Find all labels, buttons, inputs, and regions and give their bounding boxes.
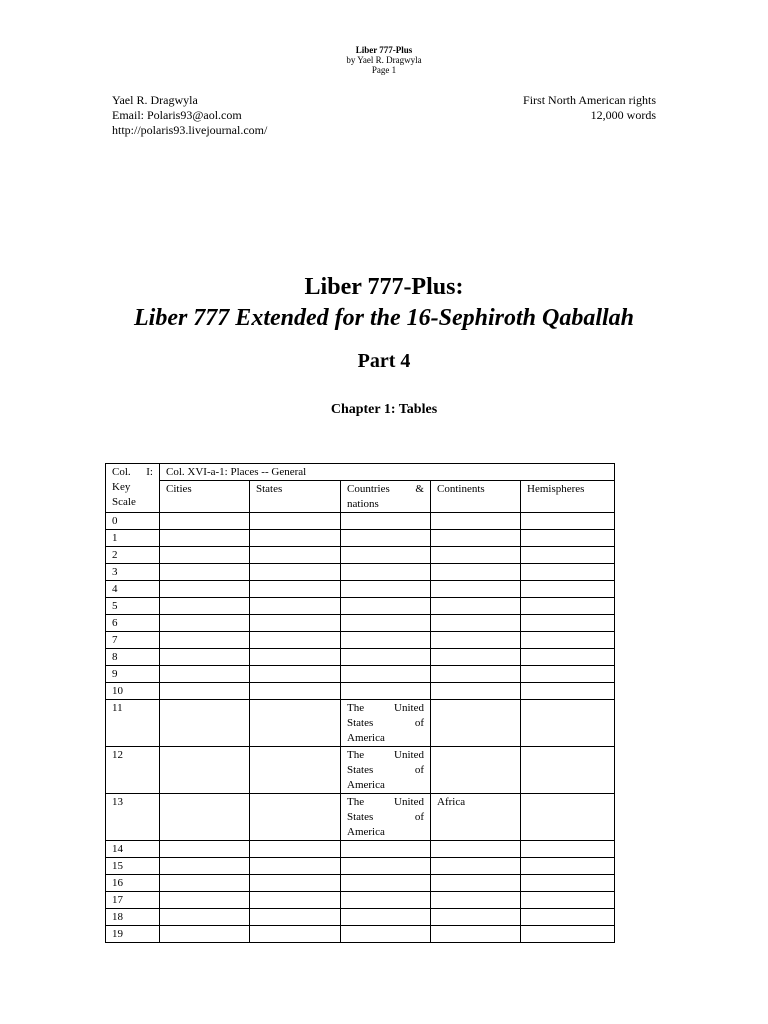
table-cell: [160, 858, 250, 875]
row-key-cell: 6: [106, 615, 160, 632]
chapter-heading: Chapter 1: Tables: [330, 402, 438, 417]
rights-text: First North American rights: [523, 93, 656, 107]
document-subtitle: Liber 777 Extended for the 16-Sephiroth Qaballah: [133, 305, 635, 331]
table-cell: [431, 581, 521, 598]
table-cell: [250, 926, 341, 943]
table-row: [106, 530, 615, 547]
table-cell: [521, 875, 615, 892]
key-header-line: Col. I:: [112, 466, 153, 478]
table-cell: [341, 632, 431, 649]
document-title: Liber 777-Plus:: [304, 274, 464, 300]
table-cell: [250, 683, 341, 700]
table-cell: [341, 875, 431, 892]
table-cell: [521, 513, 615, 530]
table-cell: [521, 649, 615, 666]
table-cell: [160, 513, 250, 530]
table-header-row: [106, 464, 615, 481]
column-header-states: States: [250, 481, 341, 513]
table-cell: [250, 649, 341, 666]
row-key-cell: 7: [106, 632, 160, 649]
table-cell: [431, 649, 521, 666]
table-cell: [250, 615, 341, 632]
table-cell: [521, 530, 615, 547]
table-cell: [521, 683, 615, 700]
running-header-author: by Yael R. Dragwyla: [346, 55, 422, 65]
table-cell: [431, 666, 521, 683]
table-row: [106, 564, 615, 581]
table-row: [106, 858, 615, 875]
table-cell: [160, 632, 250, 649]
row-key-cell: 1: [106, 530, 160, 547]
row-key-cell: 19: [106, 926, 160, 943]
table-cell: [250, 632, 341, 649]
table-cell: [250, 530, 341, 547]
table-cell: The United States of America: [341, 700, 431, 747]
column-header-hemispheres: Hemispheres: [521, 481, 615, 513]
author-email: Email: Polaris93@aol.com: [112, 108, 242, 122]
table-cell: [250, 564, 341, 581]
author-block: [112, 93, 267, 138]
table-cell: [341, 649, 431, 666]
table-cell: [250, 700, 341, 747]
table-cell: [250, 547, 341, 564]
table-cell: Africa: [431, 794, 521, 841]
part-heading: Part 4: [357, 350, 411, 372]
table-row: [106, 615, 615, 632]
table-cell: [521, 564, 615, 581]
table-row: [106, 513, 615, 530]
table-cell: [160, 926, 250, 943]
table-cell: [431, 530, 521, 547]
countries-header-text: Countries & nations: [347, 483, 424, 510]
table-cell: [341, 909, 431, 926]
table-row: [106, 649, 615, 666]
table-cell: [250, 598, 341, 615]
table-cell: [521, 666, 615, 683]
row-key-cell: 10: [106, 683, 160, 700]
table-cell: [250, 841, 341, 858]
running-header-title: Liber 777-Plus: [355, 45, 413, 55]
table-row: [106, 666, 615, 683]
column-header-continents: Continents: [431, 481, 521, 513]
table-row: [106, 700, 615, 747]
table-cell: [160, 547, 250, 564]
row-key-cell: 4: [106, 581, 160, 598]
table-cell: [160, 530, 250, 547]
table-cell: [431, 892, 521, 909]
table-cell: [160, 649, 250, 666]
row-key-cell: 11: [106, 700, 160, 747]
table-cell: [341, 547, 431, 564]
column-header-cities: Cities: [160, 481, 250, 513]
table-cell: [431, 598, 521, 615]
key-scale-header: [106, 464, 160, 513]
table-cell: [521, 700, 615, 747]
table-cell: [431, 683, 521, 700]
table-cell: [521, 794, 615, 841]
table-cell: [521, 841, 615, 858]
table-cell: [160, 615, 250, 632]
table-cell: [431, 547, 521, 564]
table-row: [106, 632, 615, 649]
table-cell: [521, 747, 615, 794]
group-header: Col. XVI-a-1: Places -- General: [160, 464, 615, 481]
table-cell: [521, 581, 615, 598]
table-cell: [431, 858, 521, 875]
row-key-cell: 13: [106, 794, 160, 841]
table-cell: [250, 875, 341, 892]
table-row: [106, 581, 615, 598]
table-cell: [431, 909, 521, 926]
table-cell: [160, 841, 250, 858]
table-cell: [521, 926, 615, 943]
running-header-page: Page 1: [371, 65, 397, 75]
table-cell: [250, 794, 341, 841]
rights-block: [523, 93, 656, 123]
table-cell: [250, 909, 341, 926]
table-cell: [341, 530, 431, 547]
row-key-cell: 18: [106, 909, 160, 926]
table-cell: [341, 841, 431, 858]
author-name: Yael R. Dragwyla: [112, 93, 198, 107]
places-table: [105, 463, 615, 943]
table-cell: [250, 858, 341, 875]
row-key-cell: 15: [106, 858, 160, 875]
title-block: [0, 271, 768, 333]
table-cell: [250, 666, 341, 683]
table-cell: [431, 615, 521, 632]
row-key-cell: 2: [106, 547, 160, 564]
table-cell: The United States of America: [341, 794, 431, 841]
table-cell: [160, 875, 250, 892]
table-row: [106, 794, 615, 841]
table-cell: [341, 858, 431, 875]
table-cell: [521, 858, 615, 875]
table-cell: [160, 564, 250, 581]
table-cell: [250, 747, 341, 794]
key-header-line: Scale: [112, 496, 136, 508]
table-cell: [160, 892, 250, 909]
table-cell: [250, 581, 341, 598]
row-key-cell: 14: [106, 841, 160, 858]
table-cell: [521, 615, 615, 632]
table-cell: [250, 513, 341, 530]
column-header-row: [106, 481, 615, 513]
table-cell: [160, 598, 250, 615]
table-cell: [160, 666, 250, 683]
table-cell: [521, 598, 615, 615]
table-cell: [160, 581, 250, 598]
table-cell: [250, 892, 341, 909]
table-cell: [160, 683, 250, 700]
table-row: [106, 683, 615, 700]
table-cell: [431, 564, 521, 581]
table-cell: [341, 564, 431, 581]
table-cell: [431, 700, 521, 747]
table-cell: [521, 547, 615, 564]
table-row: [106, 841, 615, 858]
table-cell: [160, 700, 250, 747]
table-cell: [160, 794, 250, 841]
table-cell: [521, 632, 615, 649]
author-url: http://polaris93.livejournal.com/: [112, 123, 268, 137]
row-key-cell: 16: [106, 875, 160, 892]
row-key-cell: 3: [106, 564, 160, 581]
row-key-cell: 5: [106, 598, 160, 615]
row-key-cell: 17: [106, 892, 160, 909]
table-cell: [341, 615, 431, 632]
table-cell: [341, 581, 431, 598]
table-row: [106, 598, 615, 615]
row-key-cell: 0: [106, 513, 160, 530]
table-row: [106, 892, 615, 909]
table-row: [106, 547, 615, 564]
running-header: [0, 45, 768, 75]
row-key-cell: 12: [106, 747, 160, 794]
table-cell: [341, 513, 431, 530]
table-cell: [431, 632, 521, 649]
table-cell: [341, 666, 431, 683]
table-cell: [341, 683, 431, 700]
table-cell: [431, 513, 521, 530]
row-key-cell: 8: [106, 649, 160, 666]
table-cell: [431, 841, 521, 858]
table-cell: [341, 926, 431, 943]
table-cell: [431, 926, 521, 943]
table-cell: [160, 909, 250, 926]
table-row: [106, 926, 615, 943]
table-row: [106, 909, 615, 926]
key-header-line: Key: [112, 481, 131, 493]
table-cell: The United States of America: [341, 747, 431, 794]
table-cell: [160, 747, 250, 794]
table-cell: [341, 598, 431, 615]
table-cell: [431, 747, 521, 794]
table-cell: [431, 875, 521, 892]
places-table-body: [106, 464, 615, 943]
row-key-cell: 9: [106, 666, 160, 683]
word-count: 12,000 words: [590, 108, 656, 122]
table-cell: [341, 892, 431, 909]
column-header-countries: [341, 481, 431, 513]
table-cell: [521, 909, 615, 926]
table-row: [106, 747, 615, 794]
table-cell: [521, 892, 615, 909]
table-row: [106, 875, 615, 892]
